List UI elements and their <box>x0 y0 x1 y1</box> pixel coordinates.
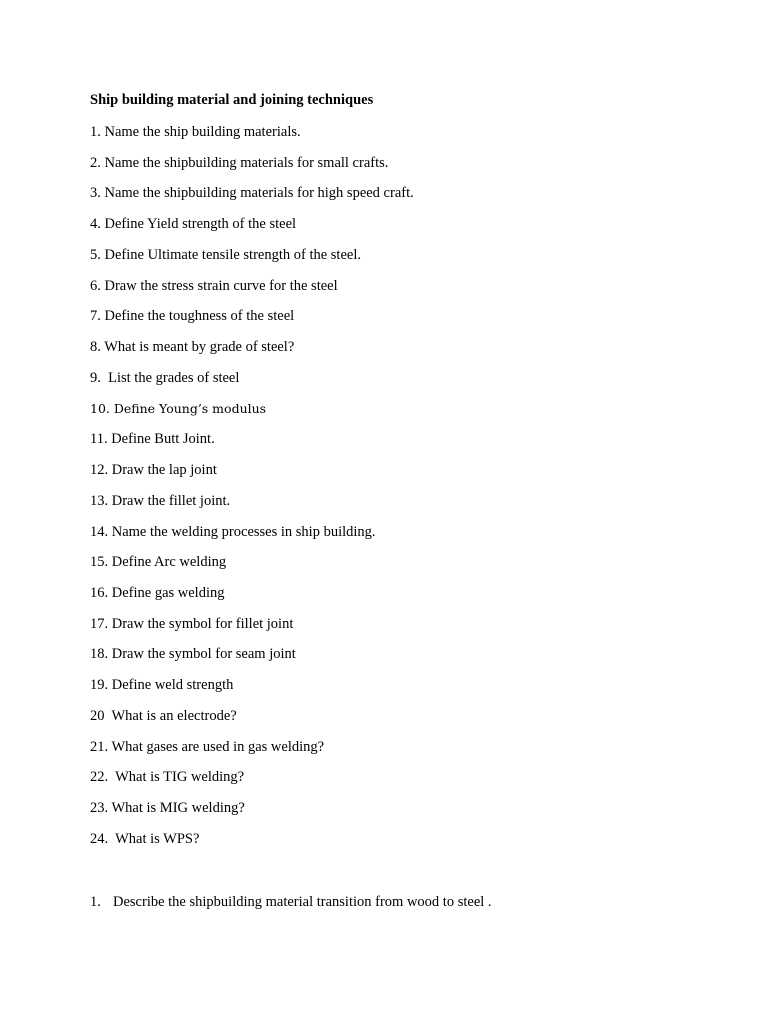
short-questions-list <box>90 123 414 861</box>
question-item: 3. Name the shipbuilding materials for high speed craft. <box>90 185 414 202</box>
question-item: 7. Define the toughness of the steel <box>90 308 295 325</box>
essay-question-item <box>90 893 492 911</box>
essay-question-number: 1. <box>90 894 101 910</box>
document-title: Ship building material and joining techniques <box>90 92 374 108</box>
question-item: 9. List the grades of steel <box>90 369 240 386</box>
question-item: 15. Define Arc welding <box>90 554 227 571</box>
essay-questions-list <box>90 893 492 911</box>
question-item: 1. Name the ship building materials. <box>90 124 301 140</box>
question-item: 4. Define Yield strength of the steel <box>90 216 297 233</box>
essay-question-text: Describe the shipbuilding material transition from wood to steel . <box>113 894 492 910</box>
question-item: 19. Define weld strength <box>90 677 234 694</box>
question-item: 8. What is meant by grade of steel? <box>90 339 295 356</box>
question-item: 17. Draw the symbol for fillet joint <box>90 615 294 632</box>
question-item: 18. Draw the symbol for seam joint <box>90 646 296 663</box>
question-item: 11. Define Butt Joint. <box>90 431 215 448</box>
question-item: 10. Define Young’s modulus <box>90 400 267 416</box>
question-item: 12. Draw the lap joint <box>90 462 217 479</box>
question-item: 5. Define Ultimate tensile strength of the steel. <box>90 246 361 263</box>
question-item: 13. Draw the fillet joint. <box>90 492 231 509</box>
question-item: 24. What is WPS? <box>90 830 200 847</box>
question-item: 23. What is MIG welding? <box>90 800 245 817</box>
question-item: 21. What gases are used in gas welding? <box>90 738 325 755</box>
question-item: 22. What is TIG welding? <box>90 769 245 786</box>
question-item: 6. Draw the stress strain curve for the steel <box>90 277 338 294</box>
question-item: 2. Name the shipbuilding materials for small crafts. <box>90 154 389 171</box>
question-item: 20 What is an electrode? <box>90 707 237 724</box>
question-item: 16. Define gas welding <box>90 585 225 602</box>
question-item: 14. Name the welding processes in ship building. <box>90 523 376 540</box>
